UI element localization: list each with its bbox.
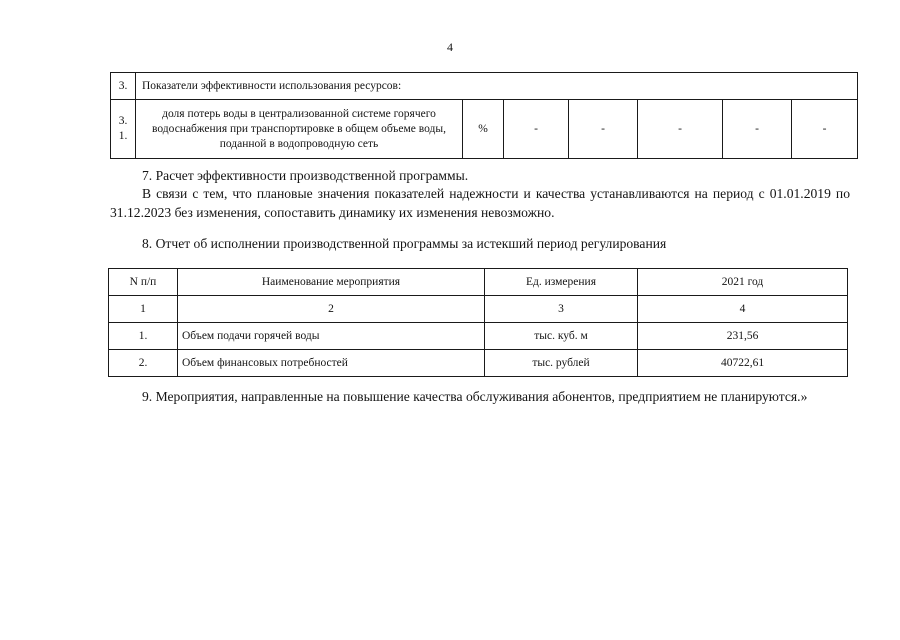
value-cell: - [638,100,723,159]
row-number: 3. 1. [111,100,136,159]
measure-name: Объем финансовых потребностей [178,350,485,377]
column-header: 2021 год [638,269,848,296]
section-7-text: В связи с тем, что плановые значения показателей надежности и качества устанавливаются на период с 01.01.2019 по 31.12.2023 без изменения, сопоставить динамику их изменения невозможно. [110,186,850,220]
column-number: 3 [485,296,638,323]
value-cell: 40722,61 [638,350,848,377]
measure-name: Объем подачи горячей воды [178,323,485,350]
row-number: 2. [109,350,178,377]
table-header-row [109,269,848,296]
row-number: 1. [109,323,178,350]
table-row [111,100,858,159]
table-row [111,73,858,100]
column-header: Ед. измерения [485,269,638,296]
value-cell: 231,56 [638,323,848,350]
section-title: Показатели эффективности использования ресурсов: [136,73,858,100]
section-7-heading: 7. Расчет эффективности производственной программы. [142,168,469,183]
value-cell: - [504,100,569,159]
table-row [109,350,848,377]
unit-cell: % [463,100,504,159]
indicator-name: доля потерь воды в централизованной системе горячего водоснабжения при транспортировке в общем объеме воды, поданной в водопроводную сеть [136,100,463,159]
column-number: 4 [638,296,848,323]
page-number: 4 [447,40,453,54]
resource-efficiency-table [110,72,858,159]
section-number: 3. [111,73,136,100]
column-header: N п/п [109,269,178,296]
unit-cell: тыс. куб. м [485,323,638,350]
table-row [109,323,848,350]
section-8-heading: 8. Отчет об исполнении производственной программы за истекший период регулирования [142,236,667,251]
column-header: Наименование мероприятия [178,269,485,296]
value-cell: - [792,100,858,159]
section-9-text: 9. Мероприятия, направленные на повышение качества обслуживания абонентов, предприятием не планируются.» [142,389,808,404]
column-number: 1 [109,296,178,323]
unit-cell: тыс. рублей [485,350,638,377]
column-numbering-row [109,296,848,323]
value-cell: - [723,100,792,159]
column-number: 2 [178,296,485,323]
value-cell: - [569,100,638,159]
program-report-table [108,268,848,377]
